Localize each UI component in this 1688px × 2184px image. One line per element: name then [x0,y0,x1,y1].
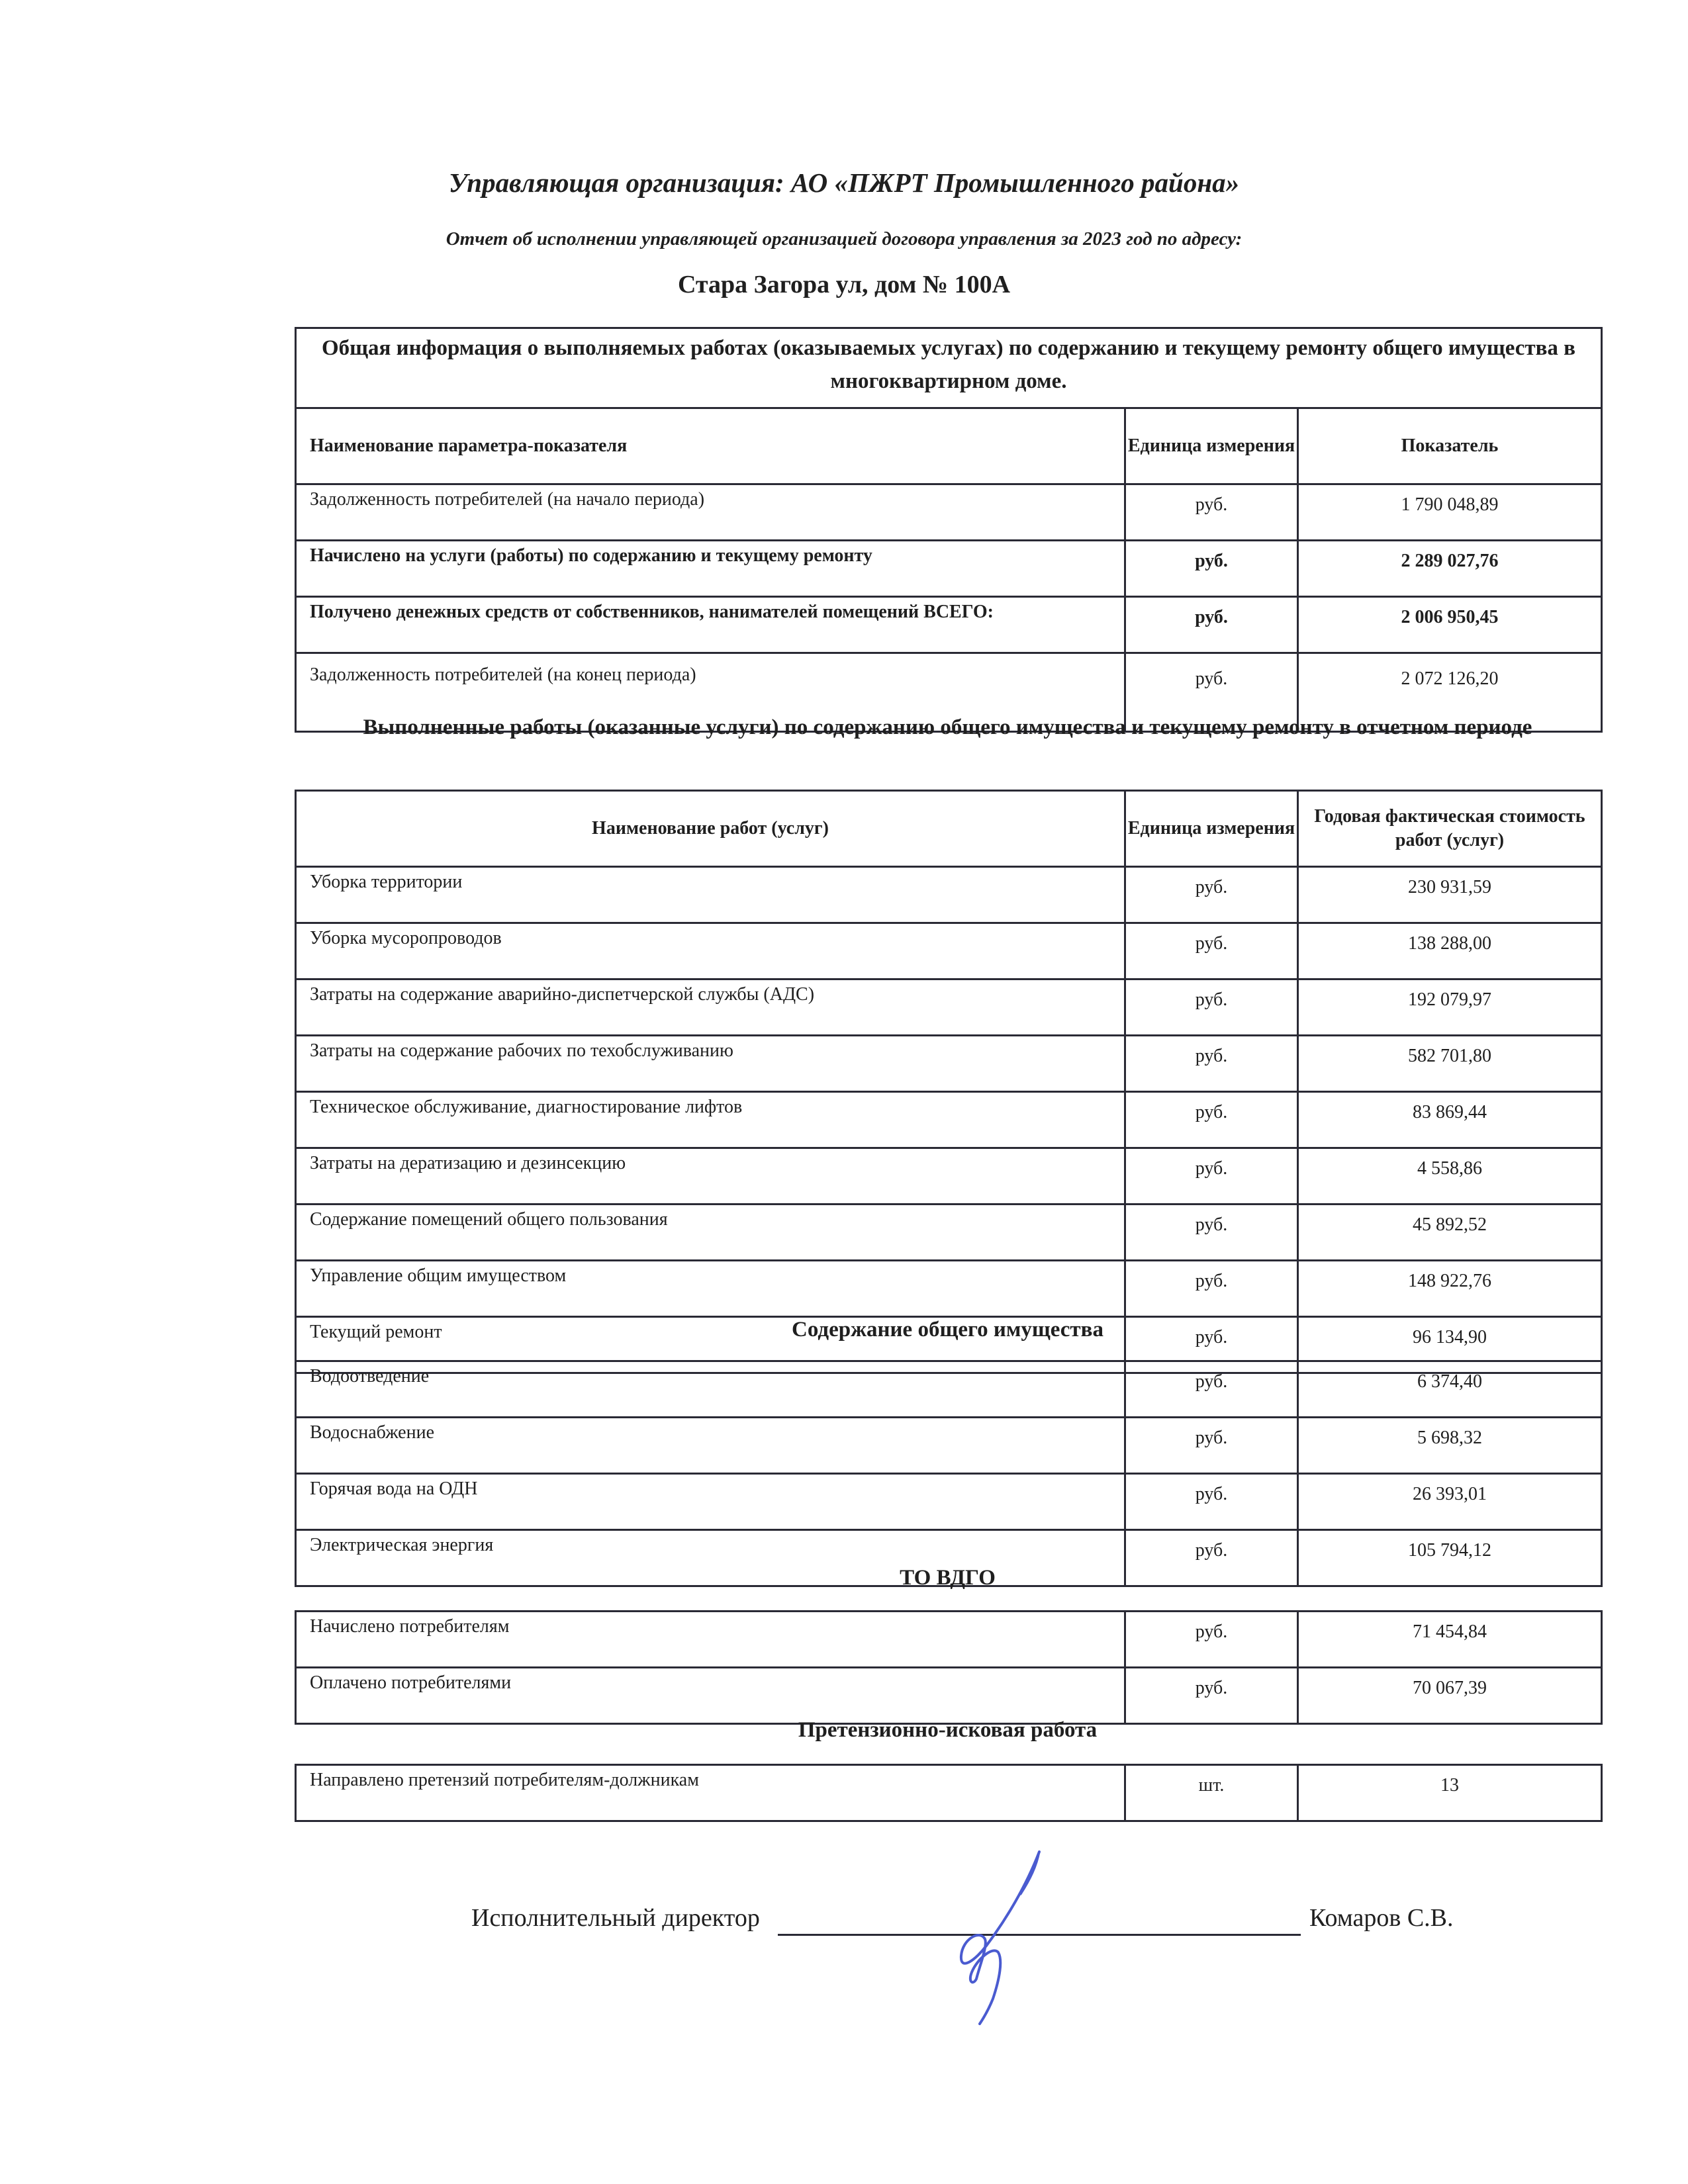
row-name: Уборка территории [296,867,1125,923]
row-name: Электрическая энергия [296,1530,1125,1586]
row-unit: руб. [1125,979,1298,1036]
table-row [296,1765,1602,1821]
row-name: Содержание помещений общего пользования [296,1205,1125,1261]
table-row [296,1361,1602,1418]
claims-table [295,1764,1603,1822]
common-property-table [295,1360,1603,1587]
row-value: 5 698,32 [1298,1418,1602,1474]
table-row [296,1418,1602,1474]
row-unit: руб. [1125,1361,1298,1418]
row-value: 96 134,90 [1298,1317,1602,1373]
table-row [296,867,1602,923]
row-unit: руб. [1125,653,1298,732]
row-name: Задолженность потребителей (на начало периода) [296,484,1125,541]
general-info-caption: Общая информация о выполняемых работах (оказываемых услугах) по содержанию и текущему ремонту общего имущества в многоквартирном доме. [296,328,1602,408]
handwritten-signature-icon [914,1846,1059,2025]
table-row [296,1261,1602,1317]
claims-section-title: Претензионно-исковая работа [798,1718,1098,1742]
table-row [296,484,1602,541]
column-header-cost: Годовая фактическая стоимость работ (услуг) [1298,791,1602,867]
common-property-section-title: Содержание общего имущества [792,1318,1103,1342]
row-unit: руб. [1125,1205,1298,1261]
row-name: Направлено претензий потребителям-должникам [296,1765,1125,1821]
row-name: Управление общим имуществом [296,1261,1125,1317]
column-header-value: Показатель [1298,408,1602,484]
organization-title: Управляющая организация: АО «ПЖРТ Промышленного района» [448,167,1240,198]
table-row [296,979,1602,1036]
row-name: Водоснабжение [296,1418,1125,1474]
row-name: Затраты на содержание аварийно-диспетчерской службы (АДС) [296,979,1125,1036]
row-unit: руб. [1125,1036,1298,1092]
row-value: 148 922,76 [1298,1261,1602,1317]
table-row [296,1205,1602,1261]
row-name: Водоотведение [296,1361,1125,1418]
row-unit: руб. [1125,1474,1298,1530]
row-value: 1 790 048,89 [1298,484,1602,541]
vdgo-section-title: ТО ВДГО [900,1566,996,1590]
table-row [296,597,1602,653]
row-unit: руб. [1125,1530,1298,1586]
row-name: Получено денежных средств от собственников, нанимателей помещений ВСЕГО: [296,597,1125,653]
table-row [296,1148,1602,1205]
row-unit: руб. [1125,1418,1298,1474]
column-header-unit: Единица измерения [1125,791,1298,867]
row-name: Начислено на услуги (работы) по содержанию и текущему ремонту [296,541,1125,597]
row-value: 13 [1298,1765,1602,1821]
row-name: Начислено потребителям [296,1612,1125,1668]
row-unit: руб. [1125,867,1298,923]
row-value: 2 289 027,76 [1298,541,1602,597]
row-unit: руб. [1125,484,1298,541]
row-value: 230 931,59 [1298,867,1602,923]
row-name: Затраты на дератизацию и дезинсекцию [296,1148,1125,1205]
row-value: 192 079,97 [1298,979,1602,1036]
row-value: 4 558,86 [1298,1148,1602,1205]
report-title: Отчет об исполнении управляющей организацией договора управления за 2023 год по адресу: [445,228,1243,250]
table-row [296,1474,1602,1530]
row-name: Задолженность потребителей (на конец периода) [296,653,1125,732]
general-info-table [295,327,1603,733]
row-unit: руб. [1125,1668,1298,1724]
row-value: 105 794,12 [1298,1530,1602,1586]
row-unit: руб. [1125,1092,1298,1148]
row-value: 70 067,39 [1298,1668,1602,1724]
row-unit: руб. [1125,597,1298,653]
row-unit: шт. [1125,1765,1298,1821]
row-name: Уборка мусоропроводов [296,923,1125,979]
row-name: Затраты на содержание рабочих по техобслуживанию [296,1036,1125,1092]
table-row [296,541,1602,597]
table-row [296,1612,1602,1668]
row-value: 71 454,84 [1298,1612,1602,1668]
row-value: 26 393,01 [1298,1474,1602,1530]
row-unit: руб. [1125,1317,1298,1373]
table-row [296,923,1602,979]
address-title: Стара Загора ул, дом № 100А [677,271,1011,298]
row-value: 6 374,40 [1298,1361,1602,1418]
row-name: Горячая вода на ОДН [296,1474,1125,1530]
row-unit: руб. [1125,1612,1298,1668]
column-header-name: Наименование работ (услуг) [296,791,1125,867]
row-name: Текущий ремонт [296,1317,1125,1373]
column-header-unit: Единица измерения [1125,408,1298,484]
works-table [295,790,1603,1374]
signatory-name: Комаров С.В. [1309,1904,1454,1932]
row-value: 2 072 126,20 [1298,653,1602,732]
row-value: 138 288,00 [1298,923,1602,979]
row-unit: руб. [1125,1148,1298,1205]
row-unit: руб. [1125,541,1298,597]
column-header-name: Наименование параметра-показателя [296,408,1125,484]
row-value: 83 869,44 [1298,1092,1602,1148]
signature-position-label: Исполнительный директор [471,1904,760,1932]
row-unit: руб. [1125,1261,1298,1317]
row-name: Оплачено потребителями [296,1668,1125,1724]
row-name: Техническое обслуживание, диагностирование лифтов [296,1092,1125,1148]
table-row [296,1092,1602,1148]
works-section-title: Выполненные работы (оказанные услуги) по содержанию общего имущества и текущему ремонту в отчетном периоде [363,715,1532,739]
row-value: 582 701,80 [1298,1036,1602,1092]
vdgo-table [295,1610,1603,1725]
row-value: 45 892,52 [1298,1205,1602,1261]
row-value: 2 006 950,45 [1298,597,1602,653]
table-row [296,1036,1602,1092]
row-unit: руб. [1125,923,1298,979]
